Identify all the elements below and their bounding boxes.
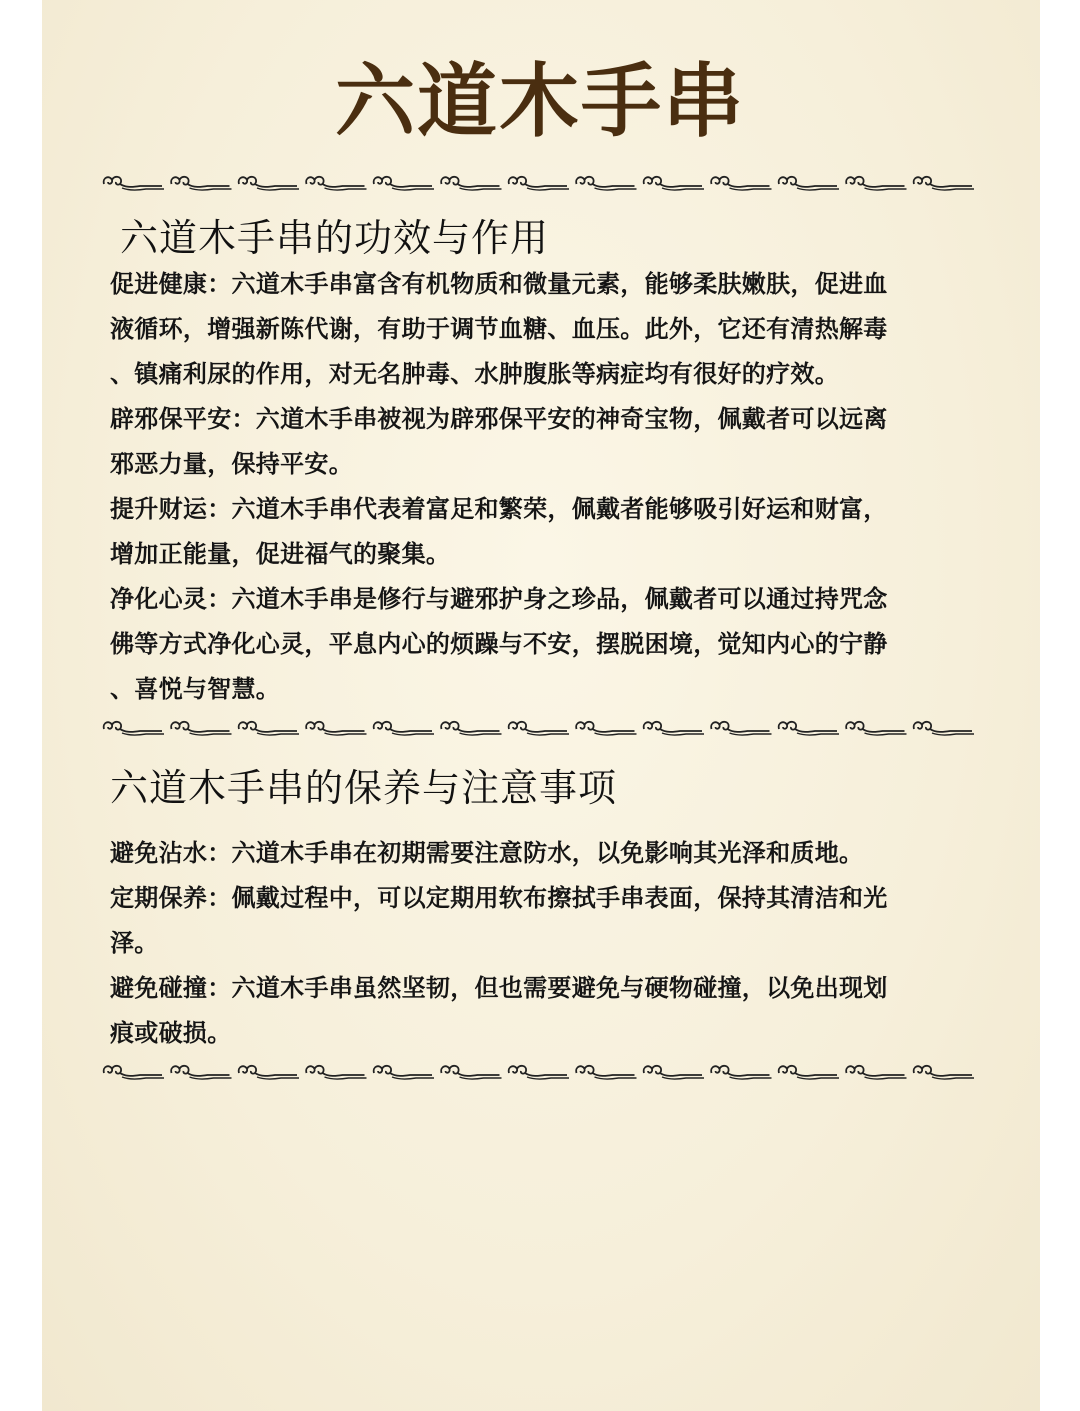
cloud-wave-icon — [914, 177, 974, 190]
paragraph-line: 、喜悦与智慧。 — [110, 675, 281, 703]
cloud-wave-icon — [374, 177, 434, 190]
cloud-wave-icon — [779, 722, 839, 735]
cloud-wave-icon — [576, 177, 636, 190]
cloud-wave-icon — [509, 177, 569, 190]
paragraph-line: 液循环，增强新陈代谢，有助于调节血糖、血压。此外，它还有清热解毒 — [110, 315, 888, 343]
cloud-wave-icon — [171, 722, 231, 735]
cloud-wave-icon — [441, 1066, 501, 1079]
cloud-wave-icon — [779, 177, 839, 190]
benefits-content — [110, 262, 970, 712]
cloud-wave-icon — [239, 177, 299, 190]
cloud-wave-icon — [779, 1066, 839, 1079]
cloud-wave-icon — [914, 1066, 974, 1079]
paragraph-line: 佛等方式净化心灵，平息内心的烦躁与不安，摆脱困境，觉知内心的宁静 — [110, 630, 888, 658]
cloud-wave-icon — [644, 722, 704, 735]
cloud-wave-icon — [374, 722, 434, 735]
cloud-wave-divider — [100, 172, 978, 194]
cloud-wave-divider — [100, 717, 978, 739]
cloud-wave-icon — [171, 1066, 231, 1079]
paragraph-line: 、镇痛利尿的作用，对无名肿毒、水肿腹胀等病症均有很好的疗效。 — [110, 360, 839, 388]
paragraph-line: 避免碰撞：六道木手串虽然坚韧，但也需要避免与硬物碰撞，以免出现划 — [110, 974, 888, 1002]
cloud-wave-icon — [171, 177, 231, 190]
cloud-wave-icon — [846, 1066, 906, 1079]
cloud-wave-icon — [306, 722, 366, 735]
paragraph-line: 增加正能量，促进福气的聚集。 — [110, 540, 451, 568]
cloud-wave-icon — [239, 1066, 299, 1079]
cloud-wave-icon — [104, 177, 164, 190]
cloud-wave-icon — [644, 1066, 704, 1079]
paragraph-line: 净化心灵：六道木手串是修行与避邪护身之珍品，佩戴者可以通过持咒念 — [110, 585, 888, 613]
cloud-wave-icon — [441, 722, 501, 735]
paragraph — [110, 577, 970, 712]
paragraph-line: 邪恶力量，保持平安。 — [110, 450, 353, 478]
paragraph-line: 提升财运：六道木手串代表着富足和繁荣，佩戴者能够吸引好运和财富， — [110, 495, 888, 523]
cloud-wave-icon — [711, 1066, 771, 1079]
cloud-wave-icon — [441, 177, 501, 190]
cloud-wave-icon — [846, 722, 906, 735]
cloud-wave-icon — [374, 1066, 434, 1079]
cloud-wave-icon — [306, 1066, 366, 1079]
paragraph-line: 泽。 — [110, 929, 159, 957]
cloud-wave-icon — [914, 722, 974, 735]
cloud-wave-icon — [104, 722, 164, 735]
page-title: 六道木手串 — [335, 55, 745, 148]
cloud-wave-icon — [846, 177, 906, 190]
cloud-wave-icon — [644, 177, 704, 190]
paragraph-line: 痕或破损。 — [110, 1019, 232, 1047]
cloud-wave-icon — [711, 177, 771, 190]
cloud-wave-icon — [306, 177, 366, 190]
cloud-wave-divider — [100, 1061, 978, 1083]
cloud-wave-icon — [509, 1066, 569, 1079]
paragraph-line: 促进健康：六道木手串富含有机物质和微量元素，能够柔肤嫩肤，促进血 — [110, 270, 888, 298]
paragraph-line: 辟邪保平安：六道木手串被视为辟邪保平安的神奇宝物，佩戴者可以远离 — [110, 405, 888, 433]
paragraph — [110, 487, 970, 577]
paragraph — [110, 397, 970, 487]
paragraph-line: 定期保养：佩戴过程中，可以定期用软布擦拭手串表面，保持其清洁和光 — [110, 884, 888, 912]
paragraph — [110, 876, 970, 966]
cloud-wave-icon — [104, 1066, 164, 1079]
paragraph — [110, 831, 970, 876]
paragraph — [110, 262, 970, 397]
cloud-wave-icon — [239, 722, 299, 735]
cloud-wave-icon — [711, 722, 771, 735]
section-heading-benefits: 六道木手串的功效与作用 — [120, 216, 550, 260]
section-heading-care: 六道木手串的保养与注意事项 — [110, 766, 618, 810]
paragraph — [110, 966, 970, 1056]
paragraph-line: 避免沾水：六道木手串在初期需要注意防水，以免影响其光泽和质地。 — [110, 839, 864, 867]
cloud-wave-icon — [576, 1066, 636, 1079]
cloud-wave-icon — [509, 722, 569, 735]
cloud-wave-icon — [576, 722, 636, 735]
care-content — [110, 831, 970, 1056]
